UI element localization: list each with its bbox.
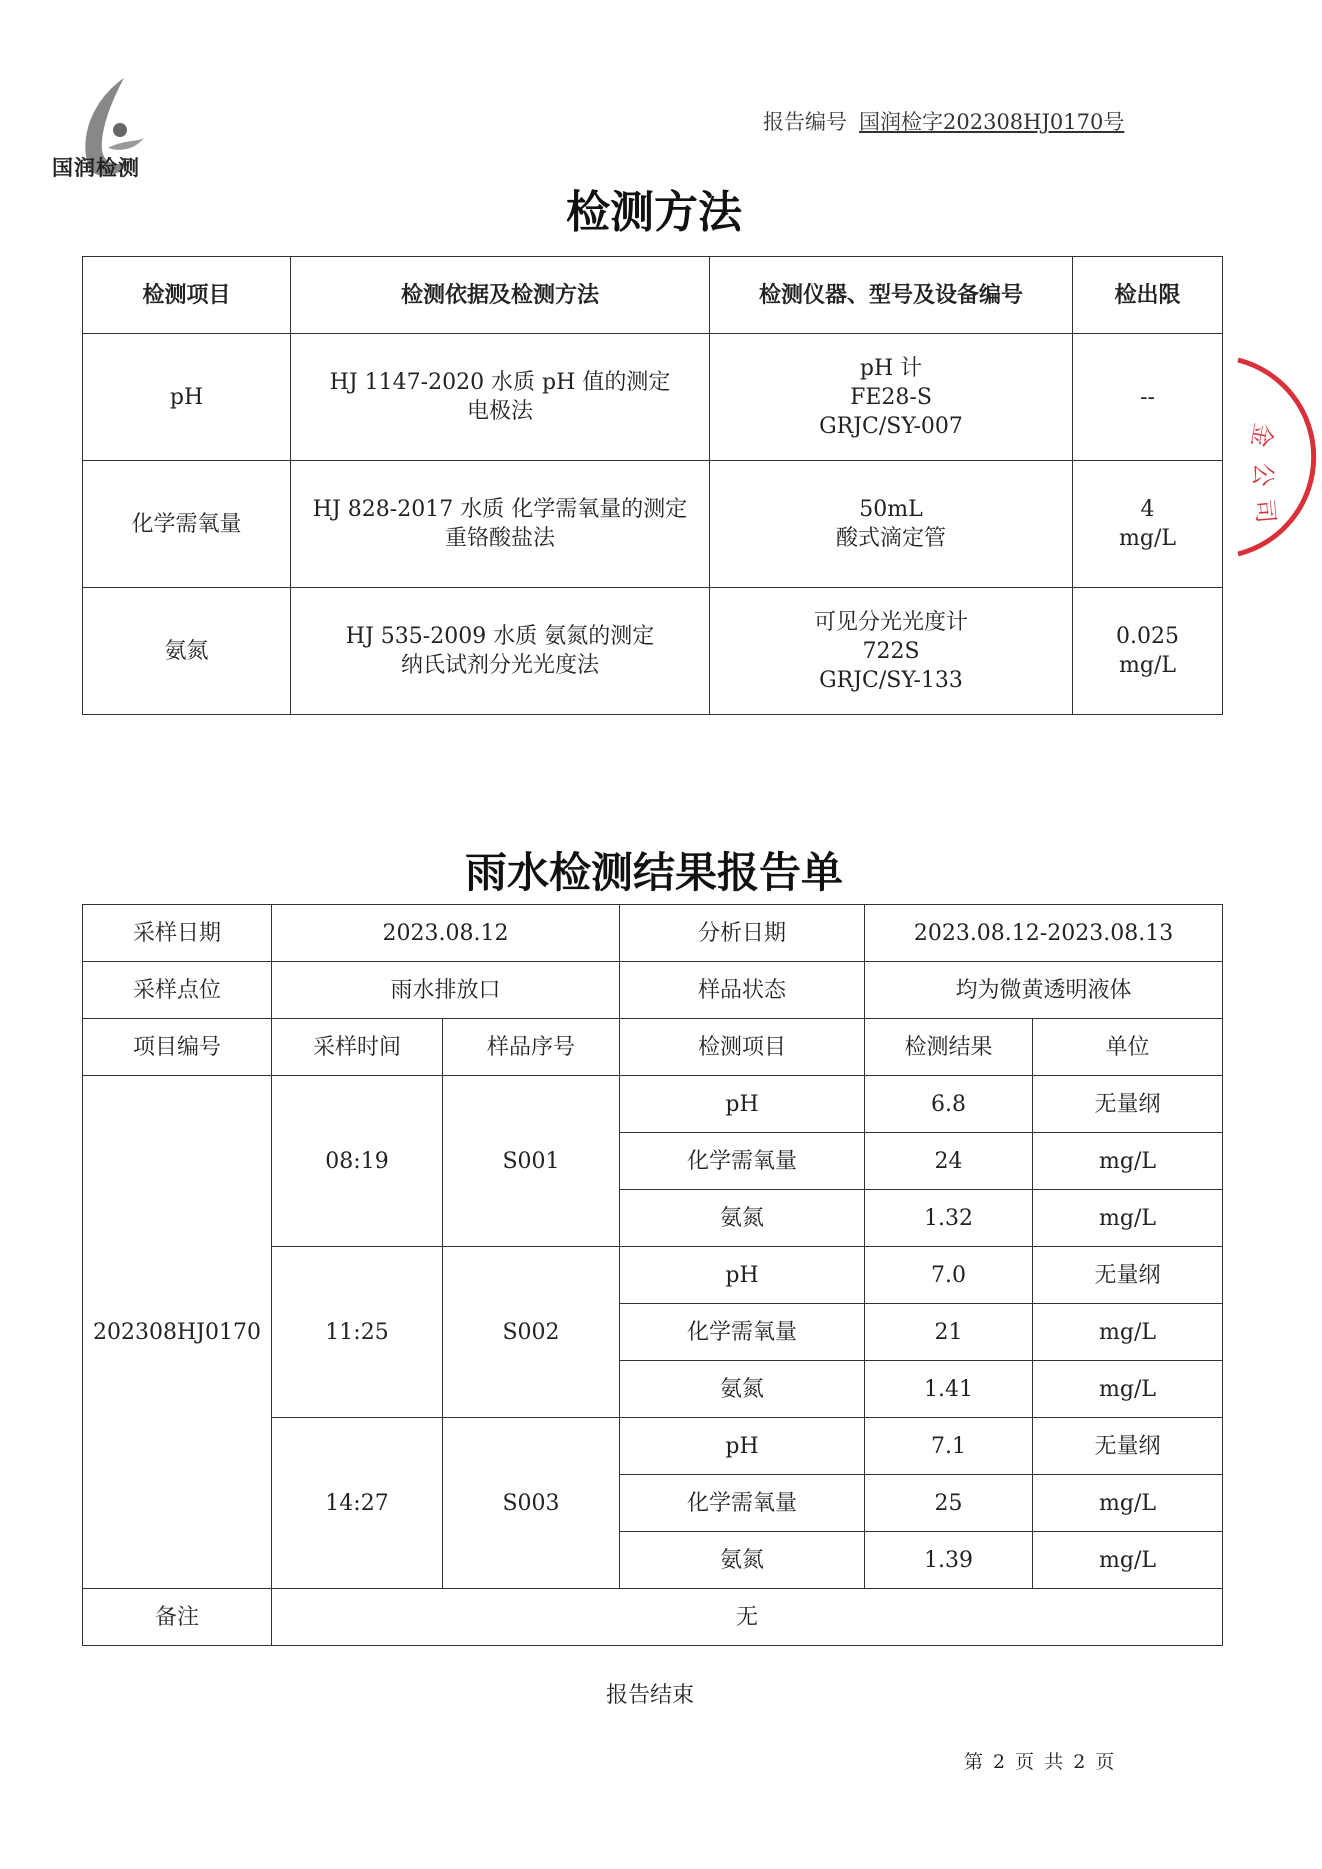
limit-cell: 4 mg/L <box>1073 461 1223 588</box>
item-cell: 化学需氧量 <box>620 1475 865 1532</box>
label-cell: 分析日期 <box>620 905 865 962</box>
label-cell: 采样点位 <box>83 962 272 1019</box>
unit-cell: 无量纲 <box>1033 1076 1223 1133</box>
method-cell: HJ 535-2009 水质 氨氮的测定 纳氏试剂分光光度法 <box>291 588 710 715</box>
remark-label: 备注 <box>83 1589 272 1646</box>
table-row <box>83 1076 1223 1133</box>
unit-cell: mg/L <box>1033 1475 1223 1532</box>
item-cell: 氨氮 <box>620 1361 865 1418</box>
column-header: 单位 <box>1033 1019 1223 1076</box>
remark-row <box>83 1589 1223 1646</box>
methods-table <box>82 256 1223 715</box>
results-title: 雨水检测结果报告单 <box>464 848 843 897</box>
report-end: 报告结束 <box>605 1683 694 1708</box>
result-cell: 7.0 <box>865 1247 1033 1304</box>
report-number <box>763 106 1124 136</box>
unit-cell: mg/L <box>1033 1190 1223 1247</box>
results-table <box>82 904 1223 1646</box>
table-header-row <box>83 1019 1223 1076</box>
logo-text: 国润检测 <box>52 156 140 180</box>
limit-cell: -- <box>1073 334 1223 461</box>
item-cell: pH <box>83 334 291 461</box>
methods-title: 检测方法 <box>566 187 742 238</box>
item-cell: 化学需氧量 <box>83 461 291 588</box>
item-cell: 氨氮 <box>620 1532 865 1589</box>
unit-cell: mg/L <box>1033 1304 1223 1361</box>
table-row <box>83 588 1223 715</box>
column-header: 检测依据及检测方法 <box>291 257 710 334</box>
item-cell: 氨氮 <box>620 1190 865 1247</box>
result-cell: 1.41 <box>865 1361 1033 1418</box>
method-cell: HJ 1147-2020 水质 pH 值的测定 电极法 <box>291 334 710 461</box>
column-header: 样品序号 <box>443 1019 620 1076</box>
time-cell: 14:27 <box>272 1418 443 1589</box>
time-cell: 11:25 <box>272 1247 443 1418</box>
value-cell: 2023.08.12 <box>272 905 620 962</box>
unit-cell: mg/L <box>1033 1133 1223 1190</box>
item-cell: pH <box>620 1418 865 1475</box>
sample-id-cell: S003 <box>443 1418 620 1589</box>
result-cell: 24 <box>865 1133 1033 1190</box>
sample-id-cell: S002 <box>443 1247 620 1418</box>
column-header: 项目编号 <box>83 1019 272 1076</box>
unit-cell: 无量纲 <box>1033 1418 1223 1475</box>
label-cell: 样品状态 <box>620 962 865 1019</box>
column-header: 检测仪器、型号及设备编号 <box>710 257 1073 334</box>
column-header: 检测结果 <box>865 1019 1033 1076</box>
item-cell: 氨氮 <box>83 588 291 715</box>
svg-text:司: 司 <box>1250 498 1281 525</box>
report-number-label: 报告编号 <box>763 110 847 134</box>
result-cell: 25 <box>865 1475 1033 1532</box>
unit-cell: mg/L <box>1033 1361 1223 1418</box>
table-header-row <box>83 257 1223 334</box>
instrument-cell: 50mL 酸式滴定管 <box>710 461 1073 588</box>
svg-text:公: 公 <box>1247 461 1278 488</box>
result-cell: 1.39 <box>865 1532 1033 1589</box>
column-header: 检测项目 <box>620 1019 865 1076</box>
project-number-cell: 202308HJ0170 <box>83 1076 272 1589</box>
column-header: 检测项目 <box>83 257 291 334</box>
item-cell: 化学需氧量 <box>620 1133 865 1190</box>
sample-id-cell: S001 <box>443 1076 620 1247</box>
instrument-cell: 可见分光光度计 722S GRJC/SY-133 <box>710 588 1073 715</box>
result-cell: 21 <box>865 1304 1033 1361</box>
svg-text:金: 金 <box>1245 420 1278 450</box>
report-number-value: 国润检字202308HJ0170号 <box>859 110 1125 134</box>
value-cell: 2023.08.12-2023.08.13 <box>865 905 1223 962</box>
unit-cell: 无量纲 <box>1033 1247 1223 1304</box>
item-cell: pH <box>620 1076 865 1133</box>
unit-cell: mg/L <box>1033 1532 1223 1589</box>
red-seal-stamp <box>1228 352 1322 562</box>
limit-cell: 0.025 mg/L <box>1073 588 1223 715</box>
item-cell: 化学需氧量 <box>620 1304 865 1361</box>
table-row <box>83 461 1223 588</box>
item-cell: pH <box>620 1247 865 1304</box>
page-number: 第 2 页 共 2 页 <box>964 1751 1117 1773</box>
result-cell: 7.1 <box>865 1418 1033 1475</box>
table-row <box>83 334 1223 461</box>
result-cell: 1.32 <box>865 1190 1033 1247</box>
column-header: 检出限 <box>1073 257 1223 334</box>
value-cell: 雨水排放口 <box>272 962 620 1019</box>
time-cell: 08:19 <box>272 1076 443 1247</box>
label-cell: 采样日期 <box>83 905 272 962</box>
result-cell: 6.8 <box>865 1076 1033 1133</box>
method-cell: HJ 828-2017 水质 化学需氧量的测定 重铬酸盐法 <box>291 461 710 588</box>
value-cell: 均为微黄透明液体 <box>865 962 1223 1019</box>
instrument-cell: pH 计 FE28-S GRJC/SY-007 <box>710 334 1073 461</box>
table-row <box>83 905 1223 962</box>
remark-value: 无 <box>272 1589 1223 1646</box>
table-row <box>83 962 1223 1019</box>
column-header: 采样时间 <box>272 1019 443 1076</box>
